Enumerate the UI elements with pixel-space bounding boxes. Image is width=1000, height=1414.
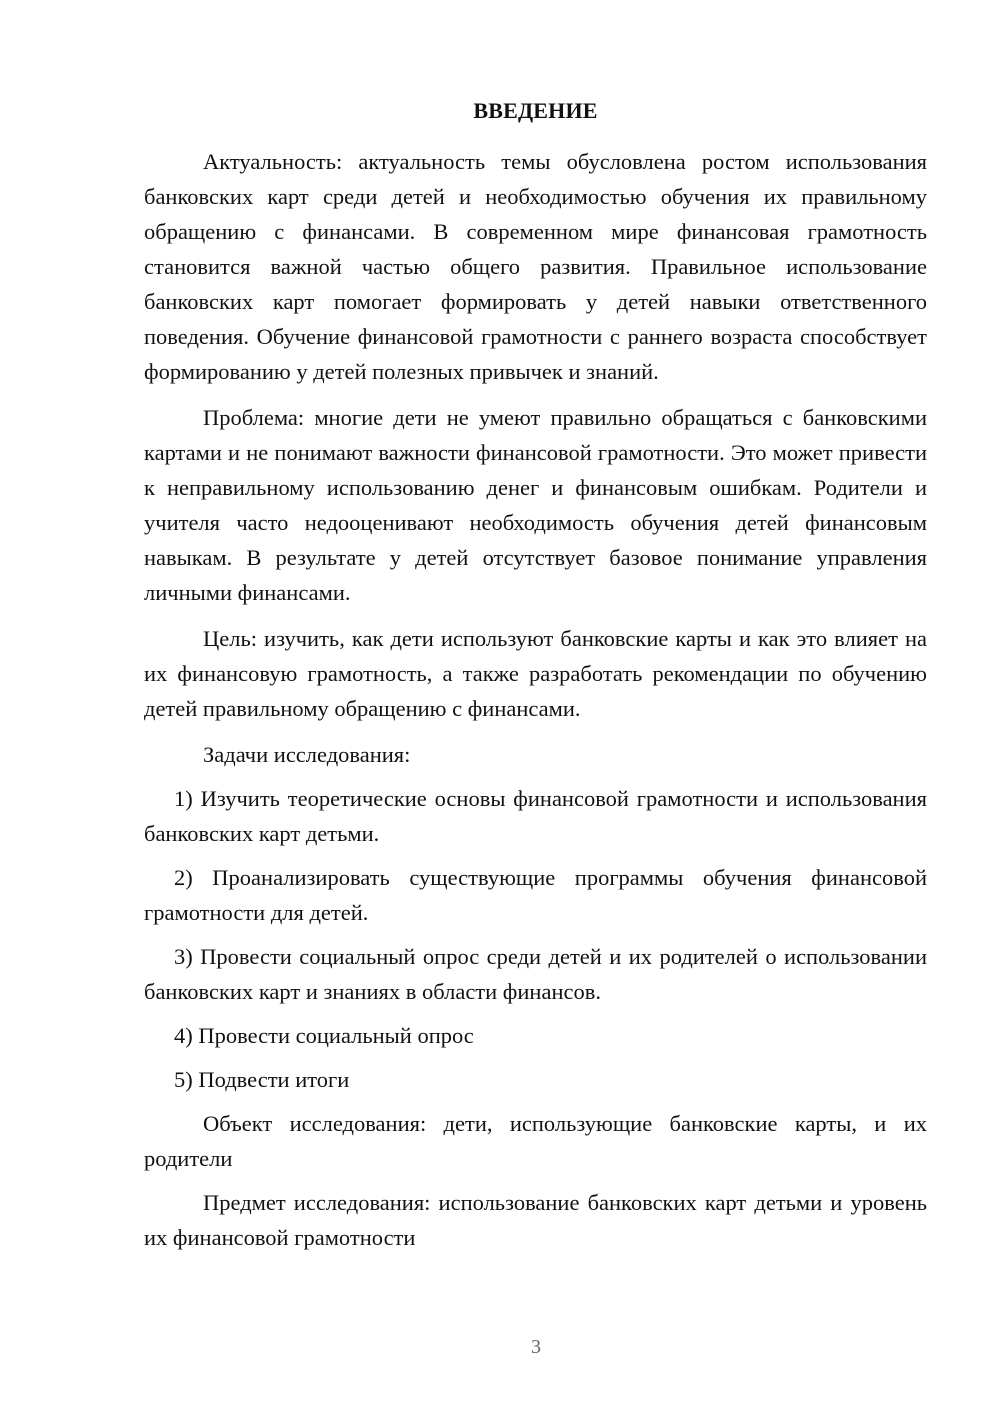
task-item-3: 3) Провести социальный опрос среди детей и их родителей о использовании банковских карт и знаниях в области финансов. [144, 944, 927, 1004]
tasks-heading: Задачи исследования: [203, 742, 411, 767]
paragraph-object: Объект исследования: дети, использующие банковские карты, и их родители [144, 1111, 927, 1171]
section-title: ВВЕДЕНИЕ [473, 98, 598, 123]
paragraph-problem: Проблема: многие дети не умеют правильно обращаться с банковскими картами и не понимают важности финансовой грамотности. Это может привести к неправильному использованию денег и финансовым ошибкам. Родители и учителя часто недооценивают необходимость обучения детей финансовым навыкам. В результате у детей отсутствует базовое понимание управления личными финансами. [144, 405, 927, 605]
paragraph-subject: Предмет исследования: использование банковских карт детьми и уровень их финансовой грамотности [144, 1190, 927, 1250]
paragraph-relevance: Актуальность: актуальность темы обусловлена ростом использования банковских карт среди детей и необходимостью обучения их правильному обращению с финансами. В современном мире финансовая грамотность становится важной частью общего развития. Правильное использование банковских карт помогает формировать у детей навыки ответственного поведения. Обучение финансовой грамотности с раннего возраста способствует формированию у детей полезных привычек и знаний. [144, 149, 927, 384]
task-item-2: 2) Проанализировать существующие программы обучения финансовой грамотности для детей. [144, 865, 927, 925]
task-item-1: 1) Изучить теоретические основы финансовой грамотности и использования банковских карт детьми. [144, 786, 927, 846]
task-item-4: 4) Провести социальный опрос [174, 1023, 474, 1048]
page-body [144, 96, 927, 1255]
task-item-5: 5) Подвести итоги [174, 1067, 350, 1092]
paragraph-goal: Цель: изучить, как дети используют банковские карты и как это влияет на их финансовую грамотность, а также разработать рекомендации по обучению детей правильному обращению с финансами. [144, 626, 927, 721]
page-number: 3 [531, 1336, 541, 1358]
